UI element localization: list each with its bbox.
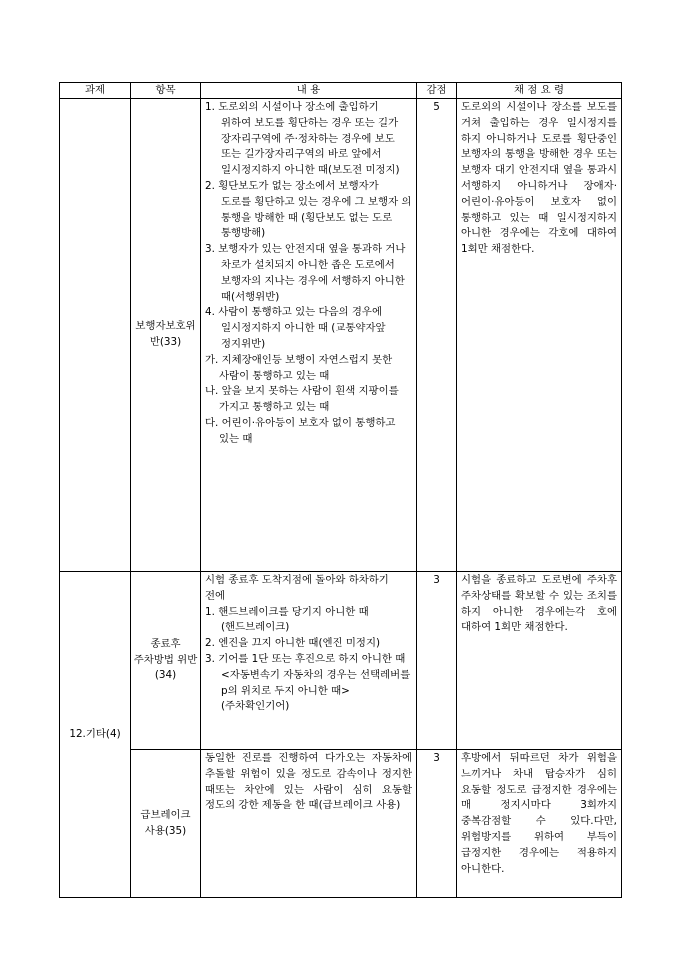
task-cell-empty [60, 99, 131, 572]
deduct-points: 3 [417, 572, 457, 750]
list-item: 2. 횡단보도가 없는 장소에서 보행자가 도로를 횡단하고 있는 경우에 그 보행자 의 통행을 방해한 때 (횡단보도 없는 도로 통행방해) [205, 179, 412, 240]
item-name: 급브레이크 사용(35) [131, 750, 201, 898]
item-name: 종료후 주차방법 위반(34) [131, 572, 201, 750]
table-row [60, 750, 622, 898]
header-content: 내 용 [201, 83, 417, 99]
criteria-text: 도로외의 시설이나 장소를 보도를 거쳐 출입하는 경우 일시정지를 하지 아니하거나 도로를 횡단중인 보행자의 통행을 방해한 경우 또는 보행자 대기 안전지대 옆을 통과시 서행하지 아니하거나 장애자·어린이·유아등이 보호자 없이 통행하고 있는 때 일시정지하지 아니한 경우에는 각호에 대하여 1회만 채점한다. [457, 99, 622, 572]
item-name: 보행자보호위반(33) [131, 99, 201, 572]
sub-list-item: 다. 어린이·유아등이 보호자 없이 통행하고 있는 때 [205, 416, 396, 445]
list-item: 1. 도로외의 시설이나 장소에 출입하기 위하여 보도를 횡단하는 경우 또는 길가 장자리구역에 주·정차하는 경우에 보도 또는 길가장자리구역의 바로 앞에서 일시정지하지 아니한 때(보도전 미정지) [205, 101, 400, 177]
list-item: 3. 기어를 1단 또는 후진으로 하지 아니한 때<자동변속기 자동차의 경우는 선택레버를 p의 위치로 두지 아니한 때> (주차확인기어) [205, 652, 411, 713]
task-name: 12.기타(4) [60, 572, 131, 898]
list-item: 2. 엔진을 끄지 아니한 때(엔진 미정지) [205, 637, 381, 650]
content-cell [201, 572, 417, 750]
criteria-text: 후방에서 뒤따르던 차가 위험을 느끼거나 차내 탑승자가 심히 요동할 정도로 급정지한 경우에는 매 정지시마다 3회까지 중복감점할 수 있다.다만, 위험방지를 위하여 부득이 급정지한 경우에는 적용하지 아니한다. [457, 750, 622, 898]
criteria-text: 시험을 종료하고 도로변에 주차후 주차상태를 확보할 수 있는 조치를 하지 아니한 경우에는각 호에 대하여 1회만 채점한다. [457, 572, 622, 750]
header-task: 과제 [60, 83, 131, 99]
content-intro: 시험 종료후 도착지점에 돌아와 하차하기 전에 [205, 574, 389, 602]
deduct-points: 5 [417, 99, 457, 572]
header-item: 항목 [131, 83, 201, 99]
list-item: 4. 사람이 통행하고 있는 다음의 경우에 일시정지하지 아니한 때 (교통약자앞 정지위반) [205, 306, 386, 350]
table-row [60, 572, 622, 750]
table-row [60, 99, 622, 572]
sub-list-item: 나. 앞을 보지 못하는 사람이 흰색 지팡이를 가지고 통행하고 있는 때 [205, 385, 399, 414]
content-cell [201, 99, 417, 572]
sub-list-item: 가. 지체장애인등 보행이 자연스럽지 못한 사람이 통행하고 있는 때 [205, 353, 393, 382]
header-deduct: 감점 [417, 83, 457, 99]
list-item: 1. 핸드브레이크를 당기지 아니한 때 (핸드브레이크) [205, 605, 369, 634]
header-row [60, 83, 622, 99]
content-text: 동일한 진로를 진행하여 다가오는 자동차에 추돌할 위험이 있을 정도로 감속이나 정지한 때또는 차안에 있는 사람이 심히 요동할 정도의 강한 제동을 한 때(급브레이크 사용) [201, 750, 417, 898]
header-criteria: 채 점 요 령 [457, 83, 622, 99]
list-item: 3. 보행자가 있는 안전지대 옆을 통과하 거나 차로가 설치되지 아니한 좁은 도로에서 보행자의 지나는 경우에 서행하지 아니한 때(서행위반) [205, 243, 406, 303]
scoring-table [59, 82, 622, 898]
deduct-points: 3 [417, 750, 457, 898]
